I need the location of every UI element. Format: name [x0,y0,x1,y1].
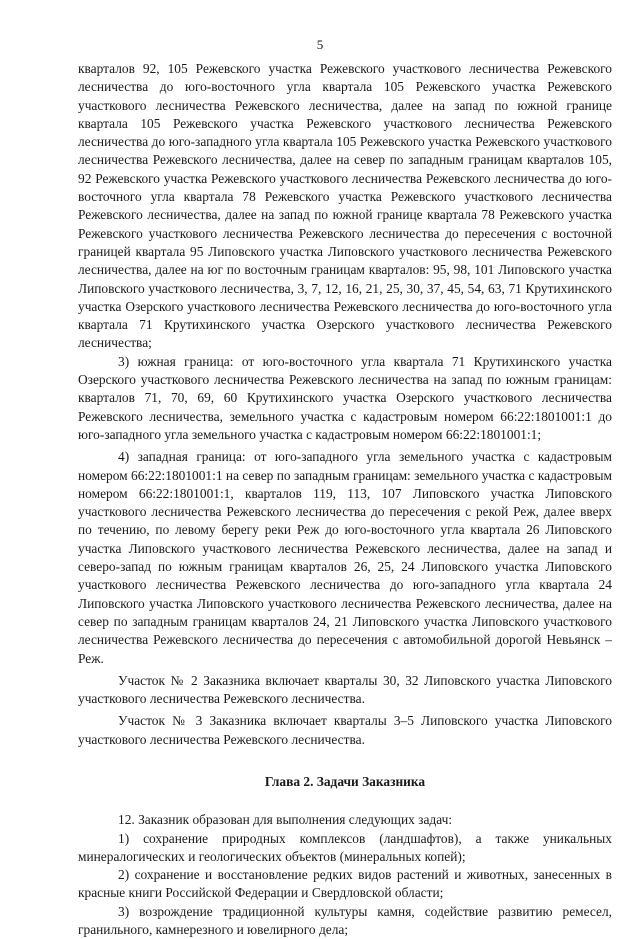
paragraph-plot-2: Участок № 2 Заказника включает кварталы 30, 32 Липовского участка Липовского участкового лесничества Режевского лесничества. [78,672,612,707]
paragraph-south-boundary: 3) южная граница: от юго-восточного угла квартала 71 Крутихинского участка Озерского участкового лесничества Режевского лесничества на запад по южным границам: кварталов 71, 70, 69, 60 Крутихинского участка Озерского участкового лесничества Режевского лесничества, земельного участка с кадастровым номером 66:22:1801001:1 до юго-западного угла земельного участка с кадастровым номером 66:22:1801001:1; [78,353,612,442]
document-body [78,60,612,939]
paragraph-task-2: 2) сохранение и восстановление редких видов растений и животных, занесенных в красные книги Российской Федерации и Свердловской области; [78,867,612,901]
paragraph-west-boundary: 4) западная граница: от юго-западного угла земельного участка с кадастровым номером 66:22:1801001:1 на север по западным границам: земельного участка с кадастровым номером 66:22:1801001:1, кварталов 119, 113, 107 Липовского участка Липовского участкового лесничества Режевского лесничества до пересечения с рекой Реж, далее вверх по течению, по левому берегу реки Реж до юго-восточного угла квартала 26 Липовского участка Липовского участкового лесничества Режевского лесничества, далее на запад и северо-запад по южным границам кварталов 26, 25, 24 Липовского участка Липовского участкового лесничества Режевского лесничества до юго-западного угла квартала 24 Липовского участка Липовского участкового лесничества Режевского лесничества, далее на север по западным границам кварталов 24, 21 Липовского участка Липовского участкового лесничества Режевского лесничества до пересечения с автомобильной дорогой Невьянск – Реж. [78,449,612,666]
page-number: 5 [316,37,324,52]
paragraph-plot-3: Участок № 3 Заказника включает кварталы 3–5 Липовского участка Липовского участкового лесничества Режевского лесничества. [78,713,612,747]
paragraph-task-3: 3) возрождение традиционной культуры камня, содействие развитию ремесел, гранильного, камнерезного и ювелирного дела; [78,903,612,938]
paragraph-north-east-boundary-continued: кварталов 92, 105 Режевского участка Режевского участкового лесничества Режевского лесничества до юго-восточного угла квартала 105 Режевского участка Режевского участкового лесничества Режевского лесничества, далее на запад по южной границе квартала 105 Режевского участка Режевского участкового лесничества Режевского лесничества до юго-западного угла квартала 105 Режевского участка Режевского участкового лесничества Режевского лесничества, далее на север по западным границам кварталов 105, 92 Режевского участка Режевского участкового лесничества Режевского лесничества до юго-восточного угла квартала 78 Режевского участка Режевского участкового лесничества Режевского лесничества, далее на запад по южной границе квартала 78 Режевского участка Режевского участкового лесничества Режевского лесничества до пересечения с восточной границей квартала 95 Липовского участка Липовского участкового лесничества Режевского лесничества, далее на юг по восточным границам кварталов: 95, 98, 101 Липовского участка Липовского участкового лесничества, 3, 7, 12, 16, 21, 25, 30, 37, 45, 54, 63, 71 Крутихинского участка Озерского участкового лесничества Режевского лесничества до юго-восточного угла квартала 71 Крутихинского участка Озерского участкового лесничества Режевского лесничества; [78,61,612,351]
chapter-heading: Глава 2. Задачи Заказника [264,773,426,789]
paragraph-task-1: 1) сохранение природных комплексов (ландшафтов), а также уникальных минералогических и геологических объектов (минеральных копей); [78,830,612,864]
paragraph-tasks-intro: 12. Заказник образован для выполнения следующих задач: [118,812,453,828]
